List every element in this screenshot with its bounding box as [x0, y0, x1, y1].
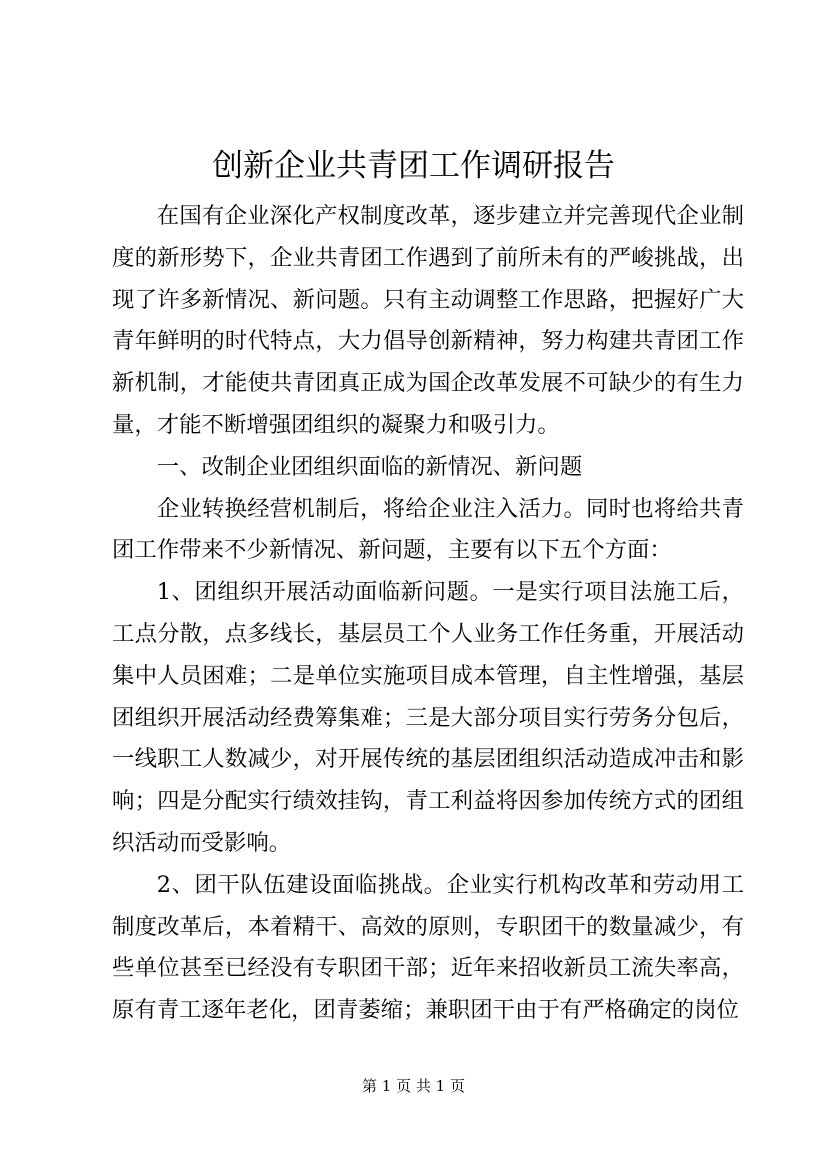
document-title: 创新企业共青团工作调研报告	[212, 148, 615, 184]
paragraph-item-2: 2、团干队伍建设面临挑战。企业实行机构改革和劳动用工制度改革后，本着精干、高效的原则，专职团干的数量减少，有些单位甚至已经没有专职团干部；近年来招收新员工流失率高，原有青工逐年老化，团青萎缩；兼职团干由于有严格确定的岗位	[112, 871, 744, 1024]
page-footer: 第 1 页 共 1 页	[362, 1077, 465, 1095]
paragraph-item-1: 1、团组织开展活动面临新问题。一是实行项目法施工后，工点分散，点多线长，基层员工个人业务工作任务重，开展活动集中人员困难；二是单位实施项目成本管理，自主性增强，基层团组织开展活动经费筹集难；三是大部分项目实行劳务分包后，一线职工人数减少，对开展传统的基层团组织活动造成冲击和影响；四是分配实行绩效挂钩，青工利益将因参加传统方式的团组织活动而受影响。	[112, 579, 744, 856]
paragraph-intro: 在国有企业深化产权制度改革，逐步建立并完善现代企业制度的新形势下，企业共青团工作遇到了前所未有的严峻挑战，出现了许多新情况、新问题。只有主动调整工作思路，把握好广大青年鲜明的时代特点，大力倡导创新精神，努力构建共青团工作新机制，才能使共青团真正成为国企改革发展不可缺少的有生力量，才能不断增强团组织的凝聚力和吸引力。	[112, 203, 744, 438]
document-body	[112, 196, 744, 1032]
paragraph-overview: 企业转换经营机制后，将给企业注入活力。同时也将给共青团工作带来不少新情况、新问题，主要有以下五个方面：	[112, 495, 744, 564]
section-heading: 一、改制企业团组织面临的新情况、新问题	[156, 453, 583, 480]
